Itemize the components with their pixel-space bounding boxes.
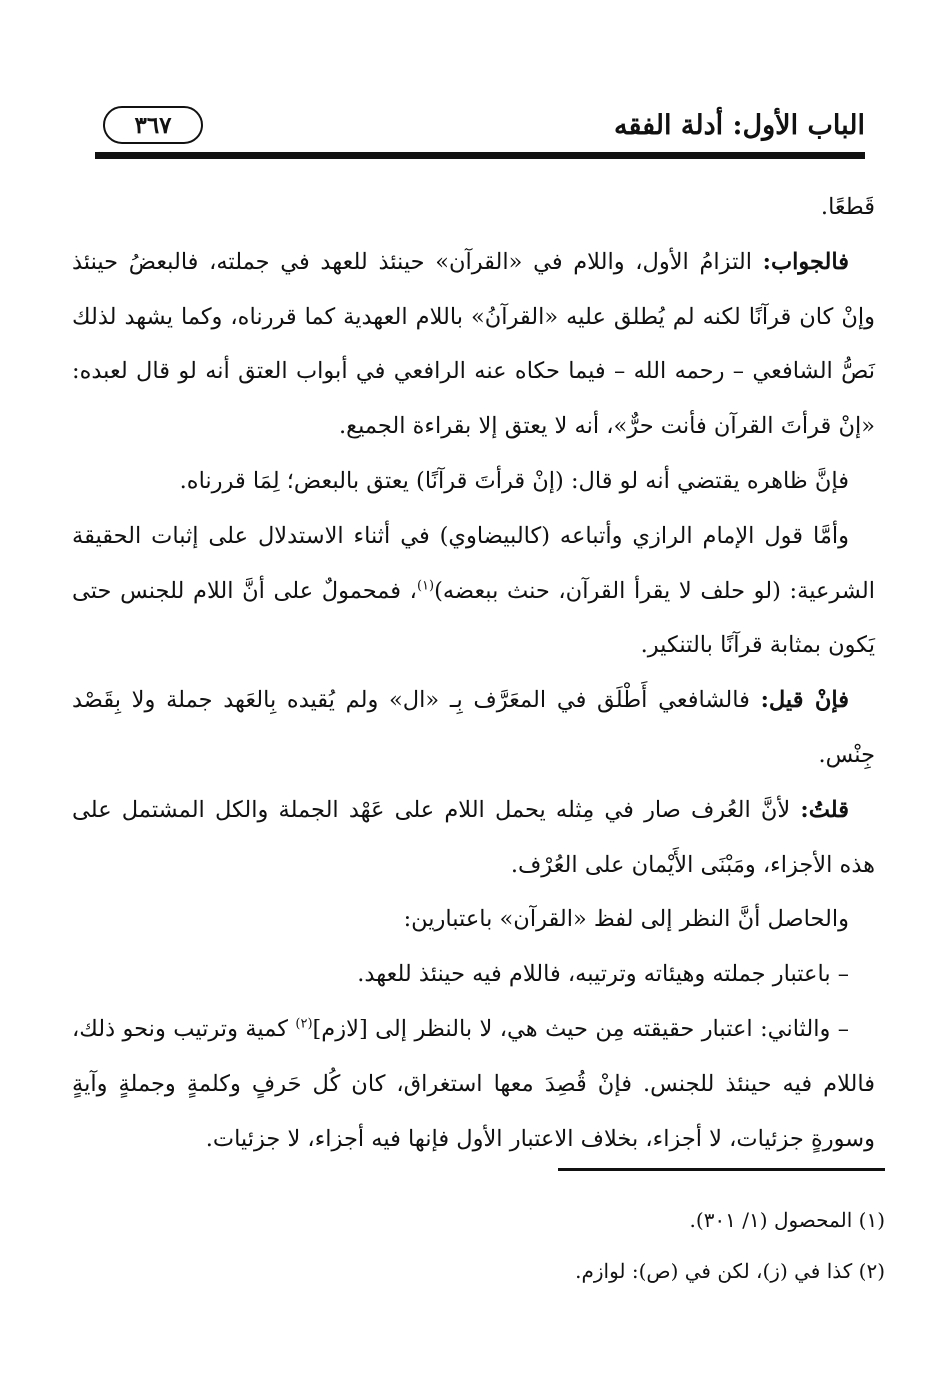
paragraph (72, 1002, 875, 1166)
paragraph-lead: فالجواب: (762, 248, 849, 275)
page-number-badge (103, 106, 203, 144)
paragraph (72, 947, 875, 1002)
paragraph-text: فإنَّ ظاهره يقتضي أنه لو قال: (إنْ قرأتَ قرآنًا) يعتق بالبعض؛ لِمَا قررناه. (179, 467, 849, 494)
footnotes (72, 1195, 885, 1297)
main-text (72, 180, 875, 1166)
paragraph (72, 180, 875, 235)
paragraph (72, 892, 875, 947)
paragraph (72, 673, 875, 783)
footnote-ref: (٢) (295, 1016, 313, 1032)
footnote: (٢) كذا في (ز)، لكن في (ص): لوازم. (575, 1259, 885, 1283)
header-rule (95, 152, 865, 159)
paragraph (72, 783, 875, 893)
paragraph-text-cont: كمية وترتيب ونحو ذلك، فاللام فيه حينئذ للجنس. فإنْ قُصِدَ معها استغراق، كان كُل حَرفٍ وكلمةٍ وجملةٍ وآيةٍ وسورةٍ جزئيات، لا أجزاء، بخلاف الاعتبار الأول فإنها فيه أجزاء، لا جزئيات. (72, 1015, 875, 1152)
paragraph-lead: فإنْ قيل: (760, 687, 849, 714)
paragraph-text: فالشافعي أَطْلَق في المعَرَّف بِـ «ال» ولم يُقيده بِالعَهد جملة ولا بِقَصْد جِنْس. (72, 687, 875, 768)
paragraph-text: – باعتبار جملته وهيئاته وترتيبه، فاللام فيه حينئذ للعهد. (357, 961, 849, 988)
paragraph-lead: قلتُ: (800, 796, 849, 823)
paragraph-text: لأنَّ العُرف صار في مِثله يحمل اللام على عَهْد الجملة والكل المشتمل على هذه الأجزاء، ومَبْنَى الأَيْمان على العُرْف. (72, 796, 875, 878)
footnote: (١) المحصول (١/ ٣٠١). (689, 1208, 885, 1232)
paragraph-text: والحاصل أنَّ النظر إلى لفظ «القرآن» باعتبارين: (403, 906, 849, 933)
paragraph-text: التزامُ الأول، واللام في «القرآن» حينئذ للعهد في جملته، فالبعضُ حينئذ وإنْ كان قرآنًا لكنه لم يُطلق عليه «القرآنُ» باللام العهدية كما قررناه، وكما يشهد لذلك نَصُّ الشافعي – رحمه الله – فيما حكاه عنه الرافعي في أبواب العتق أنه لو قال لعبده: «إنْ قرأتَ القرآن فأنت حرٌّ»، أنه لا يعتق إلا بقراءة الجميع. (72, 248, 875, 440)
page-header (95, 100, 865, 146)
footnote-ref: (١) (416, 578, 435, 594)
footnote-separator (558, 1168, 885, 1171)
paragraph-text: – والثاني: اعتبار حقيقته مِن حيث هي، لا بالنظر إلى [لازم] (312, 1015, 850, 1042)
page-number: ٣٦٧ (134, 111, 172, 139)
paragraph (72, 235, 875, 454)
paragraph-text: وأمَّا قول الإمام الرازي وأتباعه (كالبيضاوي) في أثناء الاستدلال على إثبات الحقيقة الشرعية: (لو حلف لا يقرأ القرآن، حنث ببعضه) (72, 522, 876, 604)
paragraph-text: قَطعًا. (820, 194, 875, 220)
paragraph (72, 454, 875, 509)
chapter-title: الباب الأول: أدلة الفقه (614, 110, 865, 141)
paragraph-text-cont: ، فمحمولٌ على أنَّ اللام للجنس حتى يَكون بمثابة قرآنًا بالتنكير. (72, 577, 875, 659)
paragraph (72, 509, 875, 673)
